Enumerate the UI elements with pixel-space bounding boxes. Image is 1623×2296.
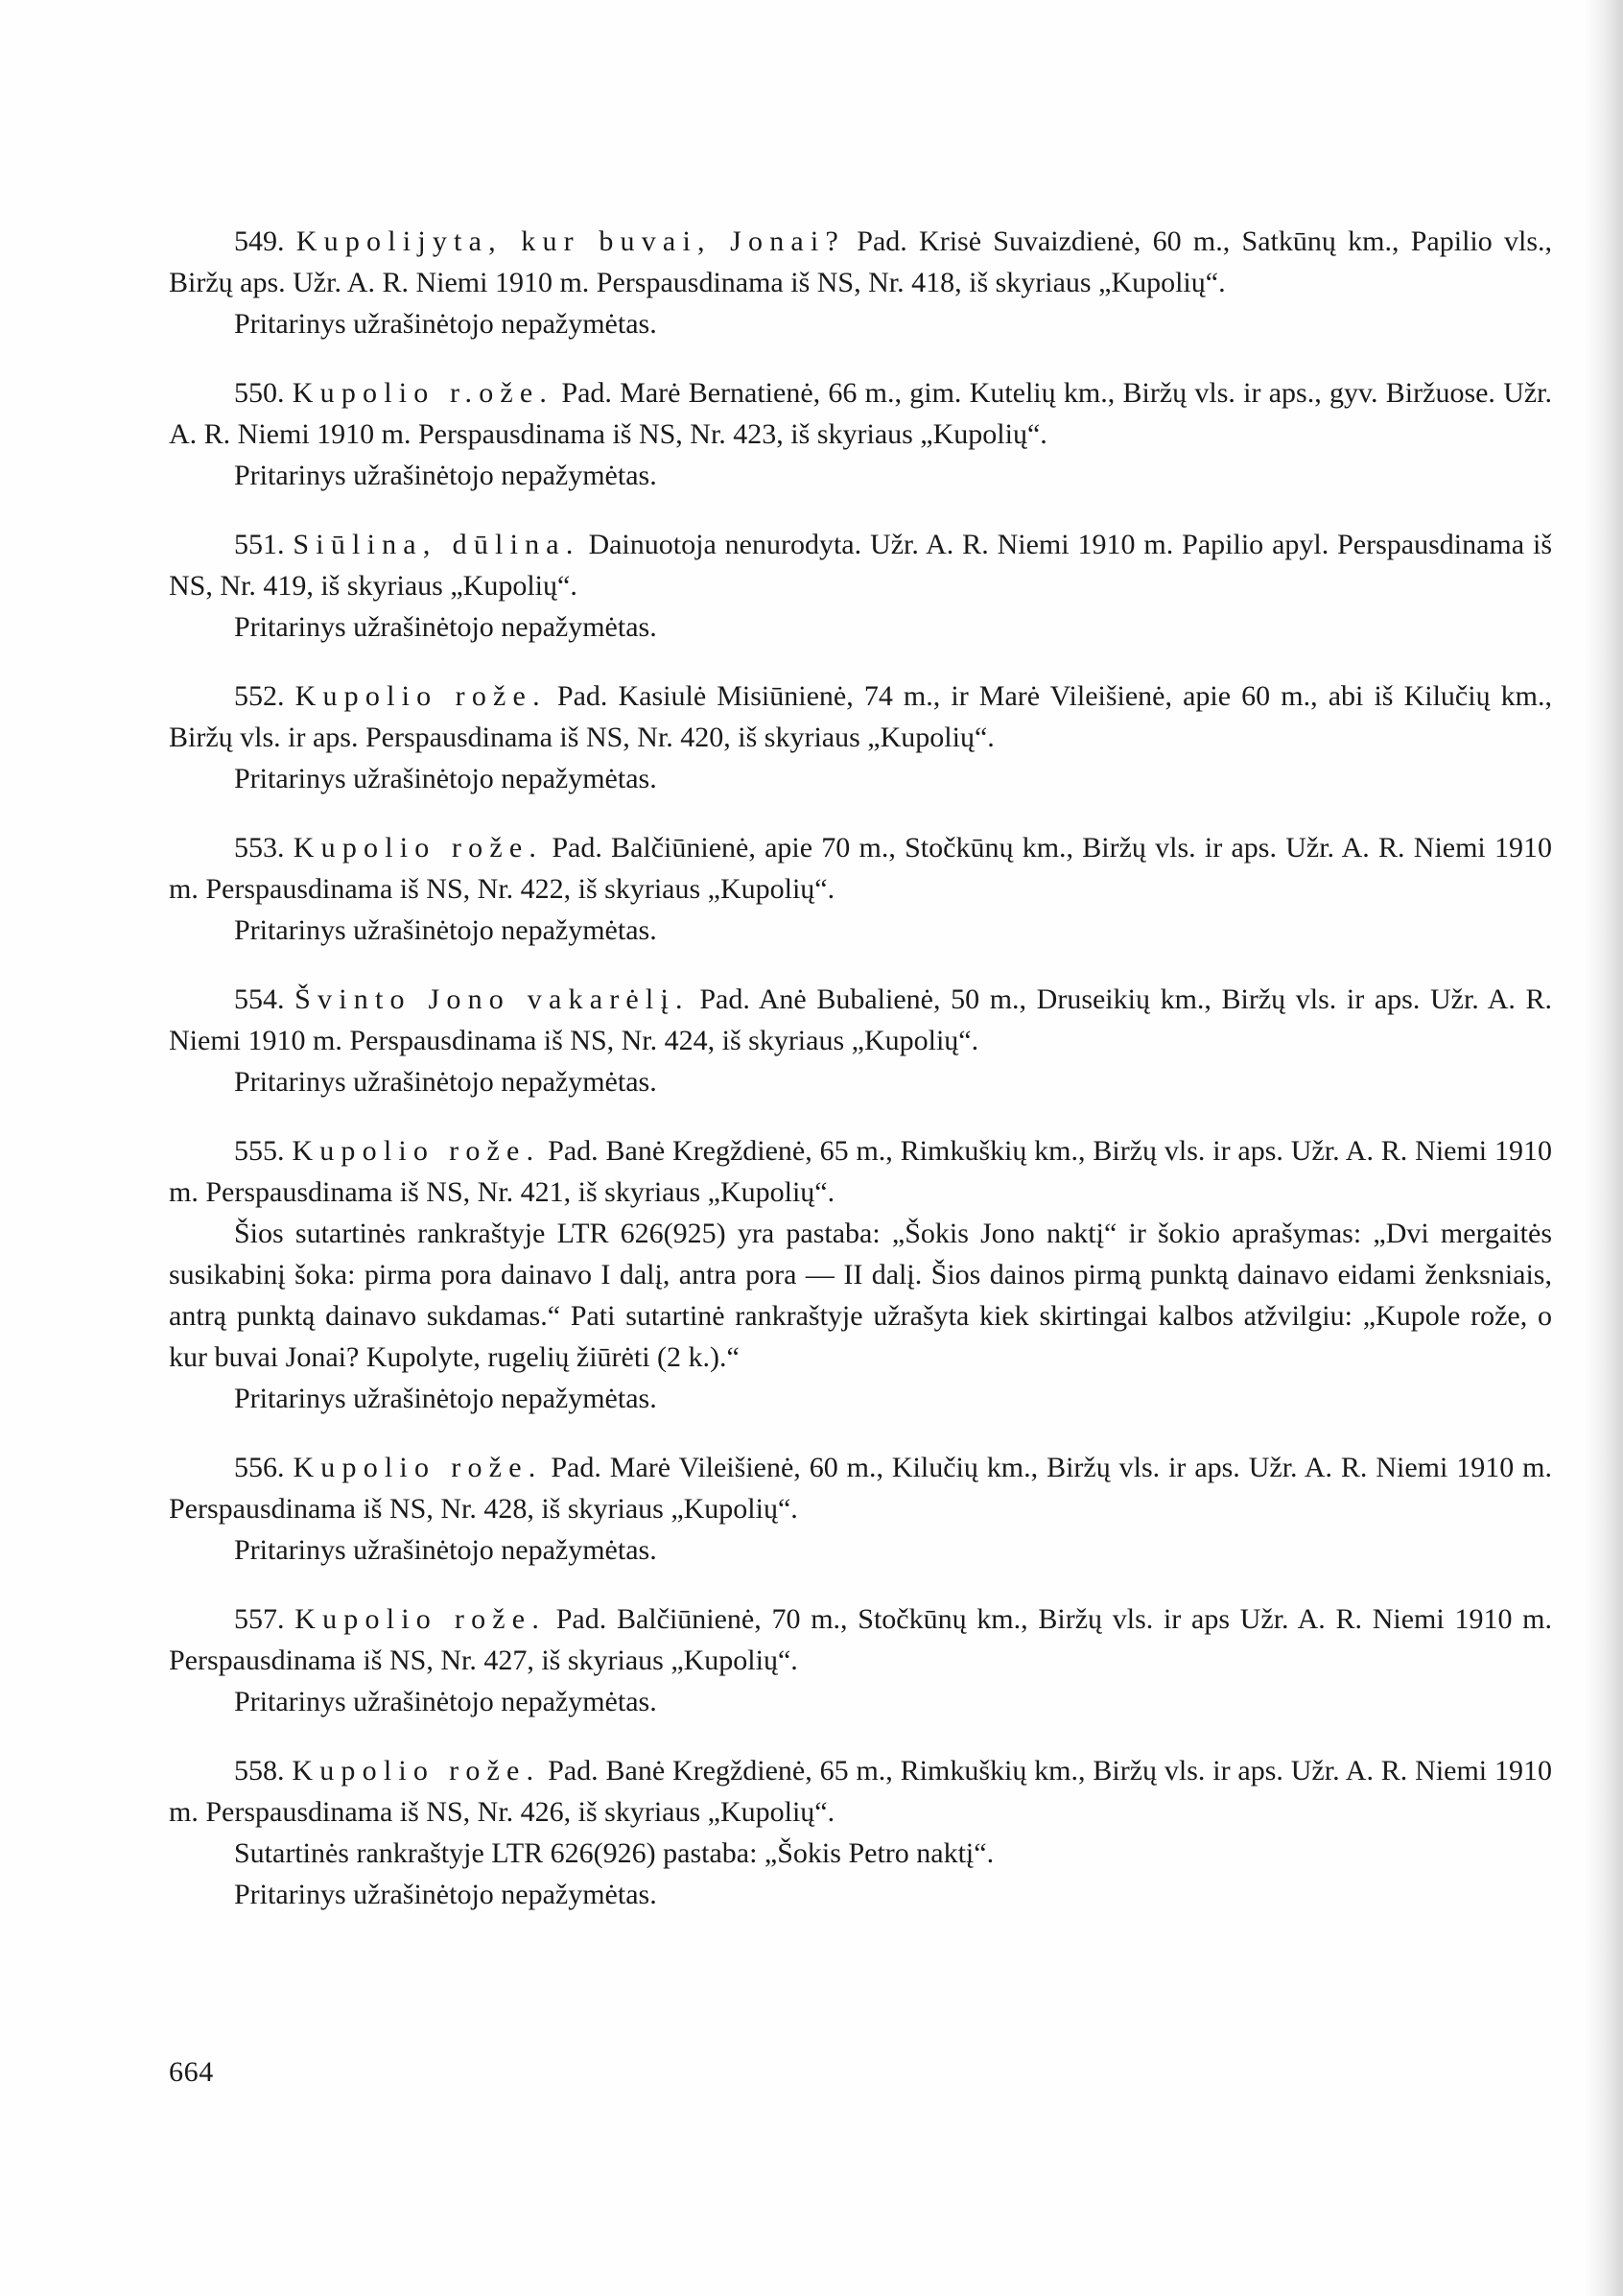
entry-heading-paragraph — [169, 979, 1552, 1061]
entry-source-info: Pad. Marė Vileišienė, 60 m., Kilučių km., Biržų vls. ir aps. Užr. A. R. Niemi 1910 m. Perspausdinama iš NS, Nr. 428, iš skyriaus „Kupolių“. — [169, 1452, 1553, 1525]
song-title: Kupolio rože. — [292, 1755, 541, 1787]
entry-heading-paragraph — [169, 1598, 1552, 1681]
page-number: 664 — [169, 2056, 214, 2088]
entry-552 — [169, 675, 1552, 799]
song-title: Kupolio rože. — [293, 832, 544, 864]
entry-source-info: Pad. Marė Bernatienė, 66 m., gim. Kutelių km., Biržų vls. ir aps., gyv. Biržuose. Užr. A. R. Niemi 1910 m. Perspausdinama iš NS, Nr. 423, iš skyriaus „Kupolių“. — [169, 377, 1553, 450]
entry-heading-paragraph — [169, 1130, 1552, 1213]
song-title: Švinto Jono vakarėlį. — [294, 983, 690, 1015]
entry-number: 551. — [234, 529, 285, 560]
entry-number: 553. — [234, 832, 285, 864]
entry-number: 558. — [234, 1755, 285, 1787]
entry-heading-paragraph — [169, 372, 1552, 455]
entry-556 — [169, 1447, 1552, 1571]
entry-number: 549. — [234, 225, 285, 257]
entry-heading-paragraph — [169, 524, 1552, 606]
entry-source-info: Pad. Balčiūnienė, 70 m., Stočkūnų km., Biržų vls. ir aps Užr. A. R. Niemi 1910 m. Perspausdinama iš NS, Nr. 427, iš skyriaus „Kupolių“. — [169, 1603, 1553, 1676]
entry-heading-paragraph — [169, 1447, 1552, 1529]
entry-number: 550. — [234, 377, 285, 409]
entry-553 — [169, 827, 1552, 951]
entry-remark: Pritarinys užrašinėtojo nepažymėtas. — [234, 1534, 657, 1566]
entry-note: Sutartinės rankraštyje LTR 626(926) pastaba: „Šokis Petro naktį“. — [234, 1837, 995, 1869]
entry-heading-paragraph — [169, 1750, 1552, 1833]
song-title: Kupolio rože. — [294, 1603, 547, 1635]
entry-source-info: Dainuotoja nenurodyta. Užr. A. R. Niemi 1910 m. Papilio apyl. Perspausdinama iš NS, Nr. 419, iš skyriaus „Kupolių“. — [169, 529, 1553, 602]
entry-remark: Pritarinys užrašinėtojo nepažymėtas. — [234, 763, 657, 794]
entry-remark: Pritarinys užrašinėtojo nepažymėtas. — [234, 1879, 657, 1910]
entry-number: 557. — [234, 1603, 285, 1635]
entry-555 — [169, 1130, 1552, 1419]
entry-source-info: Pad. Krisė Suvaizdienė, 60 m., Satkūnų km., Papilio vls., Biržų aps. Užr. A. R. Niemi 1910 m. Perspausdinama iš NS, Nr. 418, iš skyriaus „Kupolių“. — [169, 225, 1553, 298]
entry-source-info: Pad. Anė Bubalienė, 50 m., Druseikių km., Biržų vls. ir aps. Užr. A. R. Niemi 1910 m. Perspausdinama iš NS, Nr. 424, iš skyriaus „Kupolių“. — [169, 983, 1553, 1056]
entry-heading-paragraph — [169, 221, 1552, 303]
song-title: Siūlina, dūlina. — [293, 529, 580, 560]
entry-remark: Pritarinys užrašinėtojo nepažymėtas. — [234, 1383, 657, 1414]
entry-heading-paragraph — [169, 675, 1552, 758]
entry-558 — [169, 1750, 1552, 1915]
entry-source-info: Pad. Banė Kregždienė, 65 m., Rimkuškių km., Biržų vls. ir aps. Užr. A. R. Niemi 1910 m. Perspausdinama iš NS, Nr. 426, iš skyriaus „Kupolių“. — [169, 1755, 1553, 1828]
entry-number: 556. — [234, 1452, 285, 1483]
entry-remark: Pritarinys užrašinėtojo nepažymėtas. — [234, 611, 657, 643]
entry-remark: Pritarinys užrašinėtojo nepažymėtas. — [234, 460, 657, 491]
entry-source-info: Pad. Banė Kregždienė, 65 m., Rimkuškių km., Biržų vls. ir aps. Užr. A. R. Niemi 1910 m. Perspausdinama iš NS, Nr. 421, iš skyriaus „Kupolių“. — [169, 1135, 1553, 1208]
song-title: Kupolio rože. — [293, 1452, 543, 1483]
song-title: Kupolijyta, kur buvai, Jonai? — [295, 225, 845, 257]
entry-number: 554. — [234, 983, 285, 1015]
song-title: Kupolio rože. — [292, 1135, 541, 1167]
entry-remark: Pritarinys užrašinėtojo nepažymėtas. — [234, 914, 657, 946]
entries-list — [169, 221, 1552, 1943]
entry-554 — [169, 979, 1552, 1102]
entry-remark: Pritarinys užrašinėtojo nepažymėtas. — [234, 1066, 657, 1098]
entry-550 — [169, 372, 1552, 496]
entry-number: 552. — [234, 680, 285, 712]
entry-source-info: Pad. Kasiulė Misiūnienė, 74 m., ir Marė Vileišienė, apie 60 m., abi iš Kilučių km., Biržų vls. ir aps. Perspausdinama iš NS, Nr. 420, iš skyriaus „Kupolių“. — [169, 680, 1553, 753]
entry-549 — [169, 221, 1552, 344]
entry-source-info: Pad. Balčiūnienė, apie 70 m., Stočkūnų km., Biržų vls. ir aps. Užr. A. R. Niemi 1910 m. Perspausdinama iš NS, Nr. 422, iš skyriaus „Kupolių“. — [169, 832, 1553, 905]
entry-551 — [169, 524, 1552, 648]
entry-557 — [169, 1598, 1552, 1722]
song-title: Kupolio rože. — [294, 680, 547, 712]
entry-heading-paragraph — [169, 827, 1552, 910]
entry-remark: Pritarinys užrašinėtojo nepažymėtas. — [234, 1686, 657, 1717]
entry-number: 555. — [234, 1135, 285, 1167]
entry-note: Šios sutartinės rankraštyje LTR 626(925) yra pastaba: „Šokis Jono naktį“ ir šokio aprašymas: „Dvi mergaitės susikabinį šoka: pirma pora dainavo I dalį, antra pora — II dalį. Šios dainos pirmą punktą dainavo eidami ženksniais, antrą punktą dainavo sukdamas.“ Pati sutartinė rankraštyje užrašyta kiek skirtingai kalbos atžvilgiu: „Kupole rože, o kur buvai Jonai? Kupolyte, rugelių žiūrėti (2 k.).“ — [169, 1218, 1552, 1373]
song-title: Kupolio r.ože. — [292, 377, 554, 409]
entry-remark: Pritarinys užrašinėtojo nepažymėtas. — [234, 308, 657, 340]
